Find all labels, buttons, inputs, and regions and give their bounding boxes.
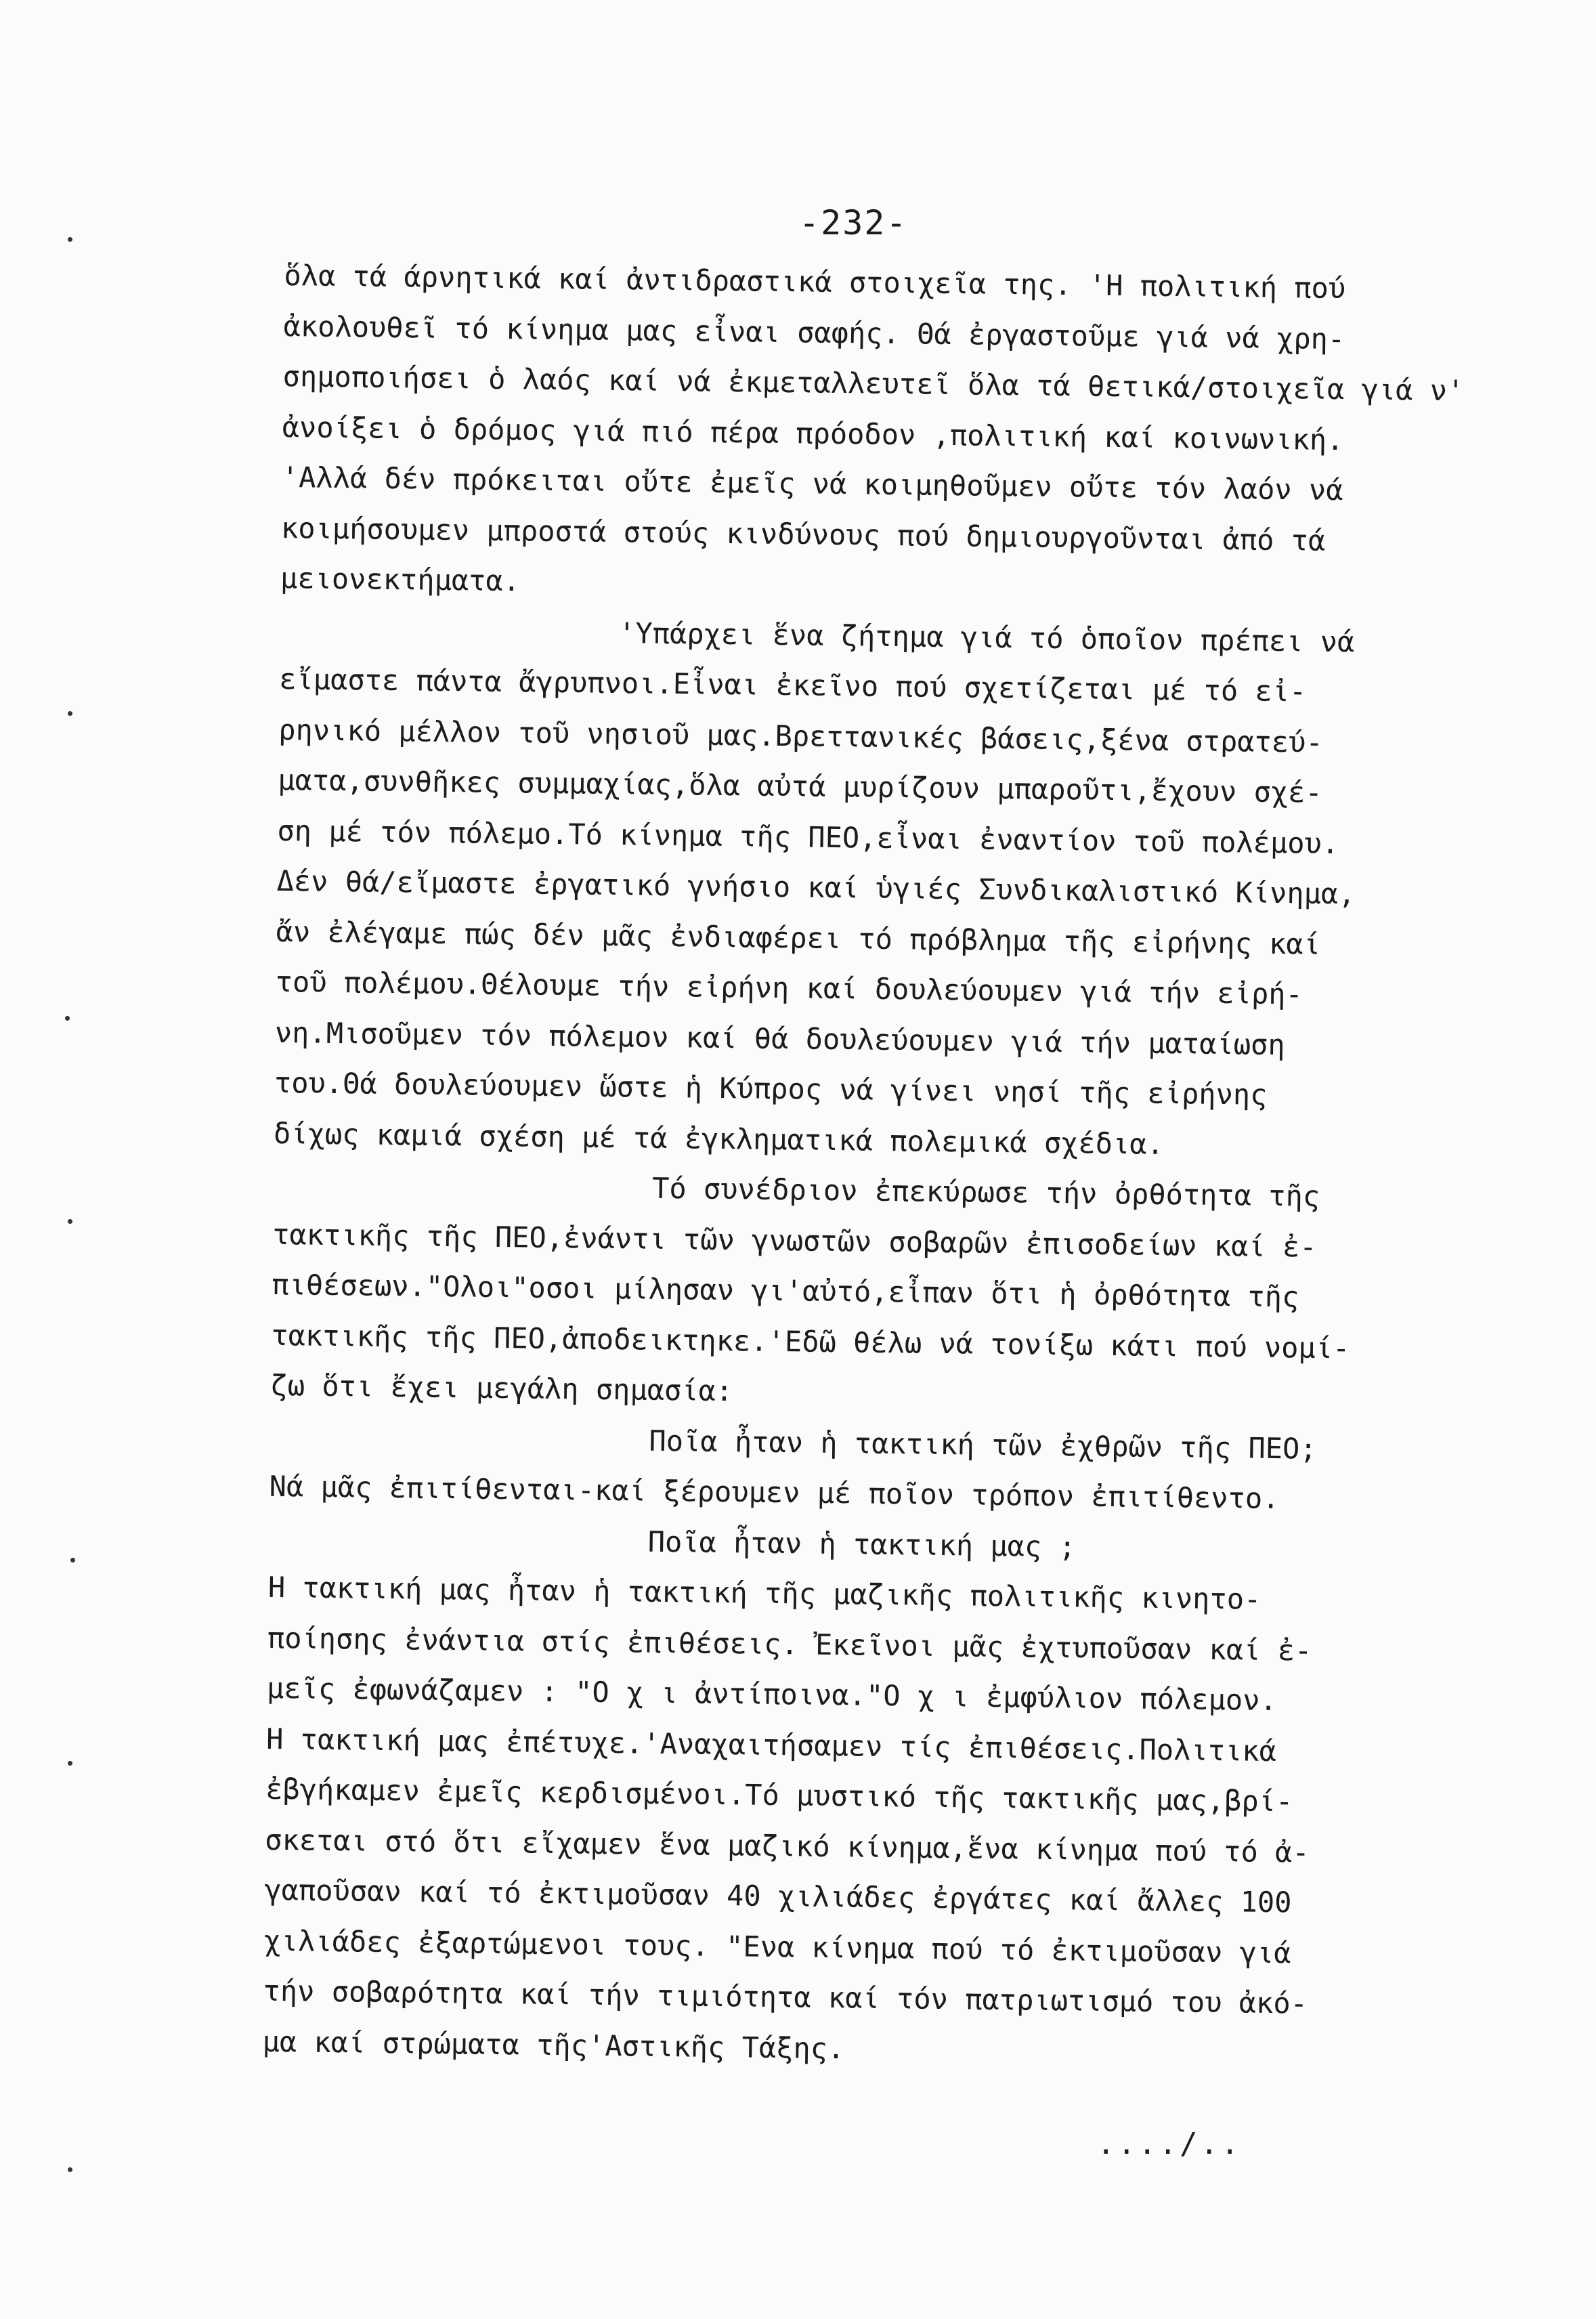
text-line: πιθέσεων."Ολοι"οσοι μίλησαν γι'αὐτό,εἶπαν ὅτι ἡ ὀρθότητα τῆς xyxy=(272,1267,1299,1314)
text-line: 'Αλλά δέν πρόκειται οὔτε ἐμεῖς νά κοιμηθοῦμεν οὔτε τόν λαόν νά xyxy=(281,460,1343,507)
text-line: ματα,συνθῆκες συμμαχίας,ὅλα αὐτά μυρίζουν μπαροῦτι,ἔχουν σχέ- xyxy=(278,763,1323,809)
text-line: Η τακτική μας ἐπέτυχε.'Αναχαιτήσαμεν τίς ἐπιθέσεις.Πολιτικά xyxy=(265,1722,1277,1768)
text-line: τακτικῆς τῆς ΠΕΟ,ἐνάντι τῶν γνωστῶν σοβαρῶν ἐπισοδείων καί ἐ- xyxy=(272,1217,1317,1264)
text-line: τακτικῆς τῆς ΠΕΟ,ἀποδεικτηκε.'Εδῶ θέλω νά τονίξω κάτι πού νομί- xyxy=(271,1318,1350,1365)
document-body xyxy=(262,251,1524,2082)
text-line: ποίησης ἐνάντια στίς ἐπιθέσεις. Ἐκεῖνοι μᾶς ἐχτυποῦσαν καί ἐ- xyxy=(267,1621,1312,1667)
text-line: χιλιάδες ἐξαρτώμενοι τους. "Ενα κίνημα πού τό ἐκτιμοῦσαν γιά xyxy=(263,1923,1291,1970)
text-line: Η τακτική μας ἦταν ἡ τακτική τῆς μαζικῆς πολιτικῆς κινητο- xyxy=(267,1570,1261,1616)
continuation-mark: ..../.. xyxy=(1097,2127,1242,2161)
text-line: 'Υπάρχει ἕνα ζήτημα γιά τό ὁποῖον πρέπει νά xyxy=(618,616,1355,658)
text-line: ἐβγήκαμεν ἐμεῖς κερδισμένοι.Τό μυστικό τῆς τακτικῆς μας,βρί- xyxy=(265,1772,1293,1818)
text-line: Δέν θά/εἴμαστε ἐργατικό γνήσιο καί ὑγιές Συνδικαλιστικό Κίνημα, xyxy=(276,864,1356,911)
margin-speck xyxy=(68,237,72,242)
margin-speck xyxy=(68,1219,72,1224)
text-line: μεῖς ἐφωνάζαμεν : "Ο χ ι ἀντίποινα."Ο χ ι ἐμφύλιον πόλεμον. xyxy=(266,1671,1278,1718)
text-line: του.Θά δουλεύουμεν ὥστε ἡ Κύπρος νά γίνει νησί τῆς εἰρήνης xyxy=(274,1065,1268,1111)
text-line: μειονεκτήματα. xyxy=(280,561,521,598)
text-line: δίχως καμιά σχέση μέ τά ἐγκληματικά πολεμικά σχέδια. xyxy=(273,1116,1165,1161)
text-line: σημοποιήσει ὁ λαός καί νά ἐκμεταλλευτεῖ ὅλα τά θετικά/στοιχεῖα γιά ν' xyxy=(282,359,1465,408)
text-line: γαποῦσαν καί τό ἐκτιμοῦσαν 40 χιλιάδες ἐργάτες καί ἄλλες 100 xyxy=(264,1873,1292,1919)
text-line: μα καί στρώματα τῆς'Αστικῆς Τάξης. xyxy=(262,2024,845,2065)
text-line: σκεται στό ὅτι εἴχαμεν ἕνα μαζικό κίνημα,ἕνα κίνημα πού τό ἀ- xyxy=(265,1823,1310,1869)
text-line: ἀνοίξει ὁ δρόμος γιά πιό πέρα πρόοδον ,πολιτική καί κοινωνική. xyxy=(282,410,1344,456)
page-number: -232- xyxy=(799,203,908,242)
text-line: τήν σοβαρότητα καί τήν τιμιότητα καί τόν πατριωτισμό του ἀκό- xyxy=(263,1974,1308,2020)
text-line: ἀκολουθεῖ τό κίνημα μας εἶναι σαφής. Θά ἐργαστοῦμε γιά νά χρη- xyxy=(283,309,1345,356)
text-line: ἄν ἐλέγαμε πώς δέν μᾶς ἐνδιαφέρει τό πρόβλημα τῆς εἰρήνης καί xyxy=(276,914,1321,961)
text-line: ζω ὅτι ἔχει μεγάλη σημασία: xyxy=(270,1368,733,1408)
margin-speck xyxy=(70,1558,75,1562)
text-line: νη.Μισοῦμεν τόν πόλεμον καί θά δουλεύουμεν γιά τήν ματαίωση xyxy=(274,1015,1285,1061)
margin-speck xyxy=(65,1016,70,1021)
margin-speck xyxy=(68,1761,72,1766)
text-line: ρηνικό μέλλον τοῦ νησιοῦ μας.Βρεττανικές βάσεις,ξένα στρατεύ- xyxy=(278,712,1324,759)
text-line: κοιμήσουμεν μπροστά στούς κινδύνους πού δημιουργοῦνται ἀπό τά xyxy=(280,511,1326,557)
text-line: Ποῖα ἦταν ἡ τακτική τῶν ἐχθρῶν τῆς ΠΕΟ; xyxy=(649,1424,1317,1466)
text-line: τοῦ πολέμου.Θέλουμε τήν εἰρήνη καί δουλεύουμεν γιά τήν εἰρή- xyxy=(275,964,1303,1011)
text-line: Ποῖα ἦταν ἡ τακτική μας ; xyxy=(647,1525,1077,1563)
text-line: Τό συνέδριον ἐπεκύρωσε τήν ὀρθότητα τῆς xyxy=(651,1171,1320,1213)
margin-speck xyxy=(68,2167,72,2172)
text-line: εἴμαστε πάντα ἄγρυπνοι.Εἶναι ἐκεῖνο πού σχετίζεται μέ τό εἰ- xyxy=(278,662,1307,708)
text-line: Νά μᾶς ἐπιτίθενται-καί ξέρουμεν μέ ποῖον τρόπον ἐπιτίθεντο. xyxy=(269,1469,1280,1516)
text-line: ὅλα τά άρνητικά καί ἀντιδραστικά στοιχεῖα της. 'Η πολιτική πού xyxy=(284,258,1346,305)
margin-speck xyxy=(68,711,72,716)
text-line: ση μέ τόν πόλεμο.Τό κίνημα τῆς ΠΕΟ,εἶναι ἐναντίον τοῦ πολέμου. xyxy=(277,813,1339,860)
